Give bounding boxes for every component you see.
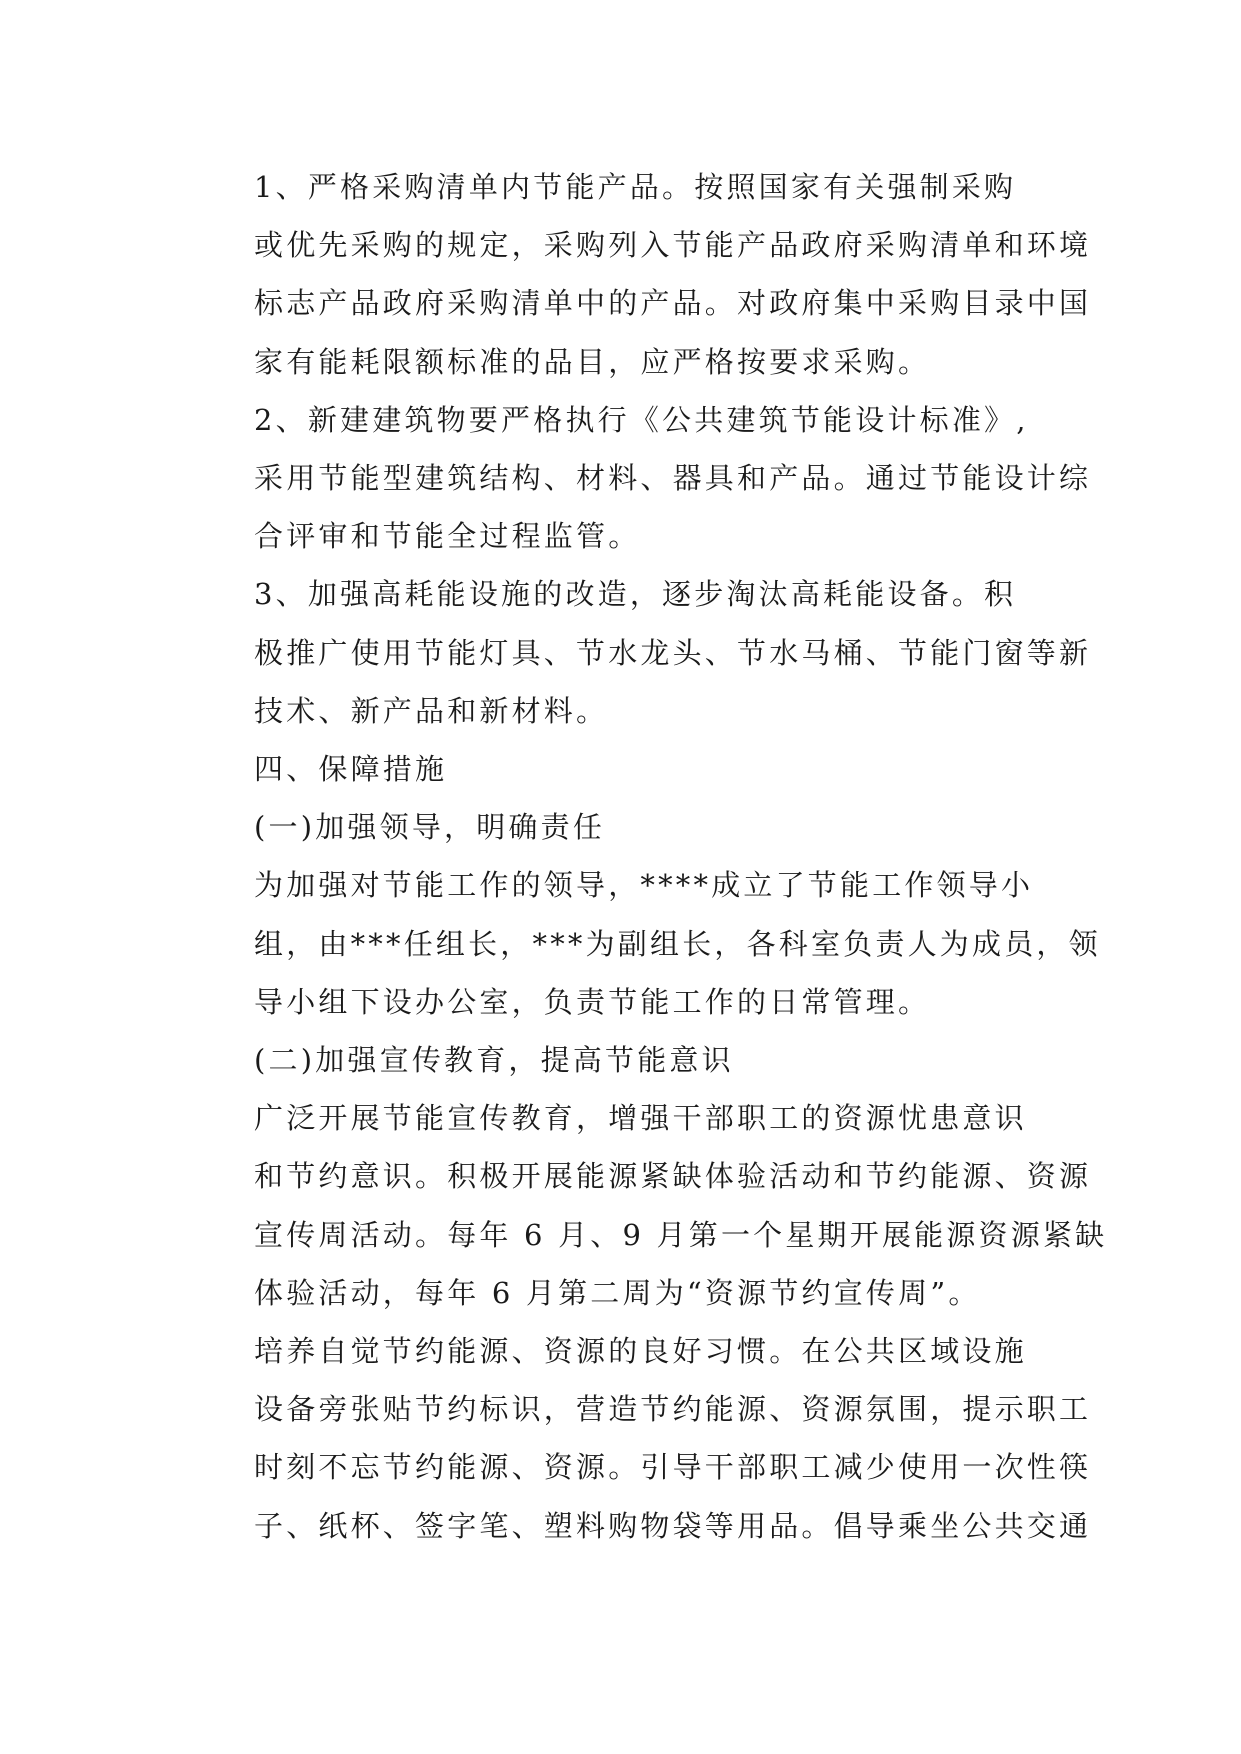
text-line: 家有能耗限额标准的品目，应严格按要求采购。 — [254, 344, 931, 379]
text-line: 组，由***任组长，***为副组长，各科室负责人为成员，领 — [254, 926, 1101, 961]
text-line: 子、纸杯、签字笔、塑料购物袋等用品。倡导乘坐公共交通 — [254, 1508, 1092, 1543]
text-line: 设备旁张贴节约标识，营造节约能源、资源氛围，提示职工 — [254, 1392, 1092, 1427]
section-heading-safeguards: 四、保障措施 — [254, 752, 448, 787]
text-line: 为加强对节能工作的领导，****成立了节能工作领导小 — [254, 868, 1034, 903]
paragraph-procurement-list — [190, 158, 1092, 391]
text-line: 广泛开展节能宣传教育，增强干部职工的资源忧患意识 — [254, 1101, 1027, 1136]
text-line: 宣传周活动。每年 6 月、9 月第一个星期开展能源资源紧缺 — [254, 1217, 1108, 1252]
text-line: 导小组下设办公室，负责节能工作的日常管理。 — [254, 984, 931, 1019]
paragraph-saving-habits — [190, 1322, 1092, 1555]
text-line: 极推广使用节能灯具、节水龙头、节水马桶、节能门窗等新 — [254, 635, 1092, 670]
subsection-heading-publicity: (二)加强宣传教育，提高节能意识 — [254, 1043, 734, 1078]
text-line: 采用节能型建筑结构、材料、器具和产品。通过节能设计综 — [254, 461, 1092, 496]
text-line: 时刻不忘节约能源、资源。引导干部职工减少使用一次性筷 — [254, 1450, 1092, 1485]
text-line: 1、严格采购清单内节能产品。按照国家有关强制采购 — [254, 170, 1017, 204]
text-line: 合评审和节能全过程监管。 — [254, 519, 641, 554]
text-line: 和节约意识。积极开展能源紧缺体验活动和节约能源、资源 — [254, 1159, 1092, 1194]
text-line: 标志产品政府采购清单中的产品。对政府集中采购目录中国 — [254, 286, 1092, 321]
text-line: 3、加强高耗能设施的改造，逐步淘汰高耗能设备。积 — [254, 577, 1017, 612]
text-line: 技术、新产品和新材料。 — [254, 693, 609, 728]
document-body — [190, 158, 1108, 1555]
paragraph-facility-upgrade — [190, 565, 1092, 740]
text-line: 或优先采购的规定，采购列入节能产品政府采购清单和环境 — [254, 228, 1092, 263]
text-line: 培养自觉节约能源、资源的良好习惯。在公共区域设施 — [254, 1334, 1027, 1369]
paragraph-publicity-education — [190, 1089, 1108, 1322]
paragraph-leadership-group — [190, 856, 1101, 1031]
subsection-heading-leadership: (一)加强领导，明确责任 — [254, 810, 606, 845]
text-line: 体验活动，每年 6 月第二周为“资源节约宣传周”。 — [254, 1275, 981, 1310]
paragraph-new-buildings — [190, 391, 1092, 566]
text-line: 2、新建建筑物要严格执行《公共建筑节能设计标准》, — [254, 402, 1029, 437]
